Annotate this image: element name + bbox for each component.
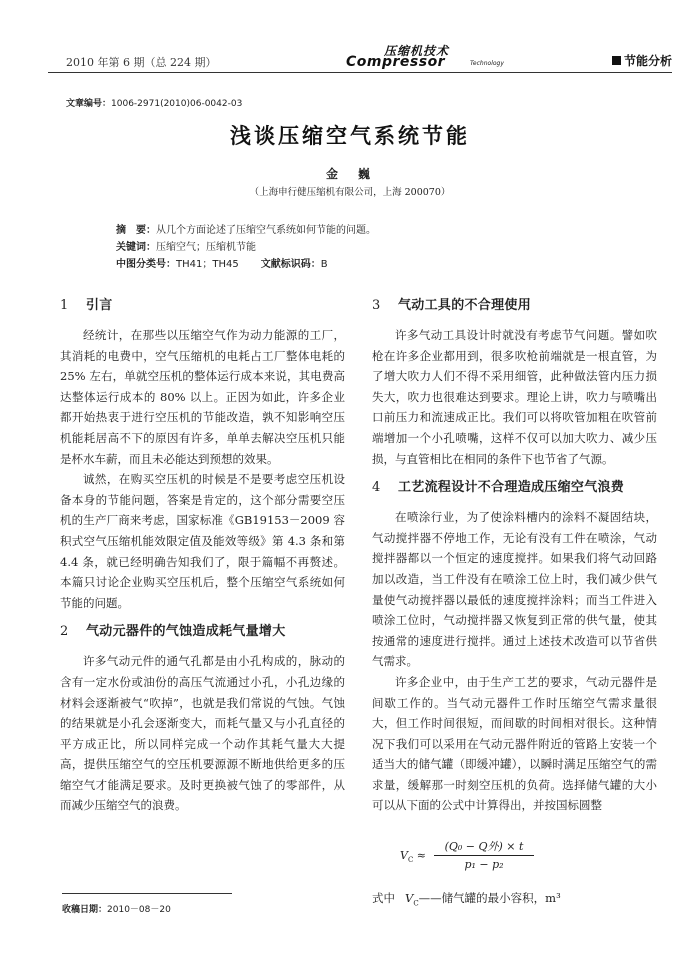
paragraph: 许多企业中，由于生产工艺的要求，气动元器件是间歇工作的。当气动元器件工作时压缩空气需求量很大，但工作时间很短，而间歇的时间相对很长。这种情况下我们可以采用在气动元器件附近的管路上安装一个适当大的储气罐（即缓冲罐），以瞬时满足压缩空气的需求量，缓解那一时刻空压机的负荷。选择储气罐的大小可以从下面的公式中计算得出，并按国标圆整 xyxy=(372,674,657,813)
section-text: 节能分析 xyxy=(623,54,672,68)
article-number xyxy=(66,96,242,109)
abstract-row xyxy=(116,222,376,239)
where-label: 式中 xyxy=(372,891,395,905)
affiliation: （上海申行健压缩机有限公司，上海 200070） xyxy=(249,187,451,198)
article-title: 浅谈压缩空气系统节能 xyxy=(230,124,470,148)
right-column xyxy=(372,296,657,816)
formula-denominator: p₁ − p₂ xyxy=(464,858,504,871)
journal-logo xyxy=(346,42,506,72)
section-heading-3: 3 气动工具的不合理使用 xyxy=(372,298,532,313)
paragraph: 经统计，在那些以压缩空气作为动力能源的工厂，其消耗的电费中，空气压缩机的电耗占工厂整体电耗的 25% 左右，单就空压机的整体运行成本来说，其电费高达整体运行成本的 80% 以上。正因为如此，许多企业都开始热衷于进行空压机的节能改造，孰不知影响空压机能耗居高不下的原因有许多，单单去解决空压机只能是杯水车薪，而且未必能达到预想的效果。 xyxy=(60,328,345,466)
formula-legend xyxy=(372,890,561,907)
abstract-block xyxy=(116,222,376,273)
section-label xyxy=(612,52,672,69)
clc-label: 中图分类号： xyxy=(116,259,176,270)
article-number-value: 1006-2971(2010)06-0042-03 xyxy=(111,99,243,109)
paragraph: 许多气动工具设计时就没有考虑节气问题。譬如吹枪在许多企业都用到，很多吹枪前端就是一根直管，为了增大吹力人们不得不采用细管，此种做法管内压力损失大，吹力也很难达到要求。理论上讲，吹力与喷嘴出口前压力和流速成正比。我们可以将吹管加粗在吹管前端增加一个小孔喷嘴，这样不仅可以加大吹力、减少压损，与直管相比在相同的条件下也节省了气源。 xyxy=(372,328,657,466)
header-rule xyxy=(48,72,672,73)
keywords-row xyxy=(116,239,376,256)
received-date xyxy=(62,893,232,915)
issue-info: 2010 年第 6 期（总 224 期） xyxy=(66,56,217,69)
doc-code-text: B xyxy=(320,259,328,270)
paragraph: 许多气动元件的通气孔都是由小孔构成的，脉动的含有一定水份或油份的高压气流通过小孔，小孔边缘的材料会逐渐被气“吹掉”，也就是我们常说的气蚀。气蚀的结果就是小孔会逐渐变大，而耗气量又与小孔直径的平方成正比，所以同样完成一个动作其耗气量大大提高，提供压缩空气的空压机要源源不断地供给更多的压缩空气才能满足要求。及时更换被气蚀了的零部件，从而减少压缩空气的浪费。 xyxy=(60,654,345,813)
clc-text: TH41；TH45 xyxy=(176,259,239,270)
fraction-bar xyxy=(434,855,534,856)
classification-row xyxy=(116,256,376,273)
doc-code-label: 文献标识码： xyxy=(260,259,321,270)
formula-numerator: (Q₀ − Q外) × t xyxy=(444,840,524,853)
keywords-text: 压缩空气；压缩机节能 xyxy=(156,242,256,253)
storage-tank-formula xyxy=(400,838,600,878)
paragraph: 诚然，在购买空压机的时候是不是要考虑空压机设备本身的节能问题，答案是肯定的，这个部分需要空压机的生产厂商来考虑，国家标准《GB19153－2009 容积式空气压缩机能效限定值及能效等级》第 4.3 条和第 4.4 条，就已经明确告知我们了，限于篇幅不再赘述。本篇只讨论企业购买空压机后，整个压缩空气系统如何节能的问题。 xyxy=(60,472,345,610)
keywords-label: 关键词： xyxy=(116,242,156,253)
author: 金 巍 xyxy=(325,167,374,181)
logo-en-text: Compressor xyxy=(346,54,446,70)
left-column xyxy=(60,296,345,816)
received-value: 2010－08－20 xyxy=(107,905,171,915)
received-label: 收稿日期： xyxy=(62,905,108,915)
where-var: $V_C$ xyxy=(405,891,419,908)
section-heading-4: 4 工艺流程设计不合理造成压缩空气浪费 xyxy=(372,480,625,496)
section-heading-1: 1 引言 xyxy=(60,298,113,313)
abstract-text: 从几个方面论述了压缩空气系统如何节能的问题。 xyxy=(156,225,376,236)
logo-tm-text: Technology xyxy=(470,60,504,67)
page-header xyxy=(48,42,672,76)
where-desc: ——储气罐的最小容积，m³ xyxy=(418,891,561,905)
paragraph: 在喷涂行业，为了使涂料槽内的涂料不凝固结块，气动搅拌器不停地工作，无论有没有工件在喷涂，气动搅拌器都以一个恒定的速度搅拌。如果我们将气动回路加以改造，当工件没有在喷涂工位上时，我们减少供气量使气动搅拌器以最低的速度搅拌涂料；而当工件进入喷涂工位时，气动搅拌器又恢复到正常的供气量，使其按通常的速度进行搅拌。通过上述技术改造可以节省供气需求。 xyxy=(372,510,657,669)
abstract-label: 摘 要： xyxy=(116,225,156,236)
square-bullet-icon xyxy=(612,56,621,65)
article-number-label: 文章编号： xyxy=(66,99,112,109)
logo-cn-text: 压缩机技术 xyxy=(384,44,450,58)
formula-lhs: $V_C$ ≈ xyxy=(400,849,427,865)
section-heading-2: 2 气动元器件的气蚀造成耗气量增大 xyxy=(60,624,286,640)
